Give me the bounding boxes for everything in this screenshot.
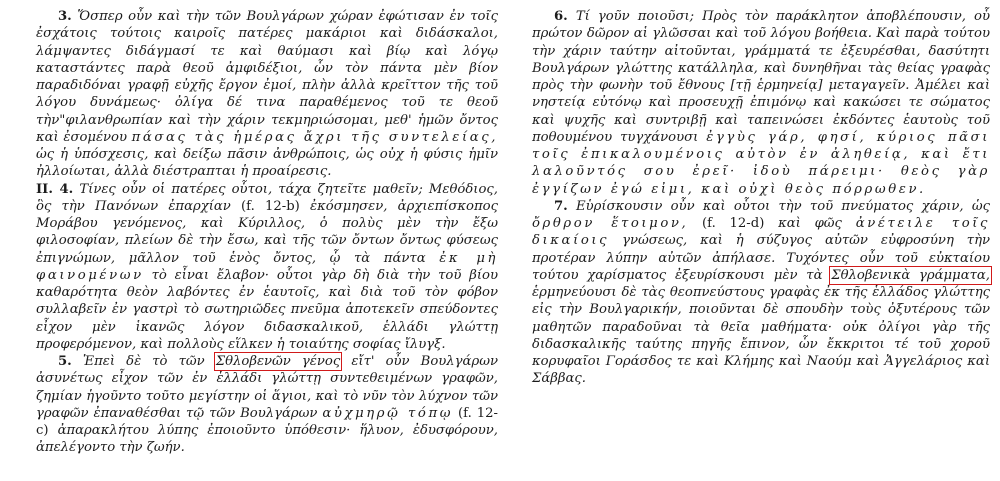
paragraph-5 (36, 353, 498, 457)
paragraph-3: 3. Ὅσπερ οὖν καὶ τὴν τῶν Βουλγάρων χώραν ἐφώτισαν ἐν τοῖς ἐσχάτοις τούτοις καιροῖς πατέρες μακάριοι καὶ διδάσκαλοι, λάμψαντες διδάγμασί τε καὶ θαύμασι καὶ βίῳ καὶ λόγῳ καταστάντες παρὰ θεοῦ ἀμφιδέξιοι, ὧν τὸν πάντα μὲν βίον παραδιδόναι γραφῇ εὐχῆς ἔργον ἐμοί, πλὴν ἀλλὰ κρεῖττον τῆς τοῦ λόγου δυνάμεως· ὀλίγα δέ τινα παραθέμενος τοῦ τε θεοῦ τὴν"φιλανθρωπίαν καὶ τὴν χάριν τεκμηριώσομαι, μεθ' ἡμῶν ὄντος καὶ ἐσομένου πάσας τὰς ἡμέρας ἄχρι τῆς συντελείας, ὡς ἡ ὑπόσχεσις, καὶ δείξω πᾶσιν ἀνθρώποις, ὡς οὐχ ἡ φύσις ἡμῖν ἠλλοίωται, ἀλλὰ διέστραπται ἡ προαίρεσις. (36, 9, 498, 180)
spaced-quotation: ἐκ μὴ φαινομένων (36, 250, 499, 283)
spaced-quotation: ἐγγὺς γάρ, φησί, κύριος πᾶσι τοῖς ἐπικαλουμένοις αὐτὸν ἐν ἀληθείᾳ, καὶ ἔτι λαλοῦντός σου ἐρεῖ· ἰδοὺ πάρειμι· θεὸς γὰρ ἐγγίζων ἐγώ εἰμι, καὶ οὐχὶ θεὸς πόρρωθεν. (532, 129, 990, 197)
spaced-quotation: ἀνέτειλε τοῖς δικαίοις (532, 216, 991, 249)
paragraph-text: ἐκόσμησεν, ἀρχιεπίσκοπος Μοράβου γενόμενος, καὶ Κύριλλος, ὁ πολὺς μὲν τὴν ἔξω φιλοσοφίαν, πλείων δὲ τὴν ἔσω, καὶ τῆς τῶν ὄντων ὄντως φύσεως ἐπιγνώμων, μᾶλλον τοῦ ἑνὸς ὄντος, ᾧ τὰ πάντα (36, 198, 498, 266)
paragraph-text: καὶ φῶς (764, 216, 842, 231)
paragraph-text: Ὅσπερ οὖν καὶ τὴν τῶν Βουλγάρων χώραν ἐφώτισαν ἐν τοῖς ἐσχάτοις τούτοις καιροῖς πατέρες μακάριοι καὶ διδάσκαλοι, λάμψαντες διδάγμασί τε καὶ θαύμασι καὶ βίῳ καὶ λόγῳ καταστάντες παρὰ θεοῦ ἀμφιδέξιοι, ὧν τὸν πάντα μὲν βίον παραδιδόναι γραφῇ εὐχῆς ἔργον ἐμοί, πλὴν ἀλλὰ κρεῖττον τῆς τοῦ λόγου δυνάμεως· ὀλίγα δέ τινα παραθέμενος τοῦ τε θεοῦ τὴν (36, 9, 498, 128)
folio-reference: (f. 12-c) (36, 405, 498, 438)
paragraph-text: γνώσεως, καὶ ἡ σύζυγος αὐτῶν εὐφροσύνη τὴν προτέραν λύπην αὐτῶν ἀπήλασε. Τυχόντες οὖν τοῦ εὐκταίου τούτου χαρίσματος ἐξευρίσκουσι μὲν τὰ (532, 233, 990, 283)
paragraph-text: ἑρμηνεύουσι δὲ τὰς θεοπνεύστους γραφὰς ἐκ τῆς ἑλλάδος γλώττης εἰς τὴν Βουλγαρικήν, ποιοῦνται δὲ σπουδὴν τοὺς ὀξυτέρους τῶν μαθητῶν παραδοῦναι τὰ θεῖα μαθήματα· οὐκ ὀλίγοι γὰρ τῆς διδασκαλικῆς ταύτης πηγῆς ἔπινον, ὧν ἔκκριτοι τέ τοῦ χοροῦ κορυφαῖοι Γοράσδος τε καὶ Κλήμης καὶ Ναούμ καὶ Ἀγγελάριος καὶ Σάββας. (532, 285, 990, 387)
paragraph-text: εἴτ' οὖν Βουλγάρων ἀσυνέτως εἶχον τῶν ἐν ἑλλάδι γλώττῃ συντεθειμένων γραφῶν, ζημίαν ἡγοῦντο τοῦτο μεγίστην οἱ ἅγιοι, καὶ τὸ νῦν τὸν λύχνον τῶν γραφῶν ἐπαναθέσθαι τῷ τῶν Βουλγάρων (36, 354, 498, 421)
paragraph-text: ἀπαρακλήτου λύπης ἐποιοῦντο ὑπόθεσιν· ἥλυον, ἐδυσφόρουν, ἀπελέγοντο τὴν ζωήν. (36, 423, 498, 456)
paragraph-text: Εὑρίσκουσιν οὖν καὶ οὗτοι τὴν τοῦ πνεύματος χάριν, ὡς (567, 198, 990, 214)
highlighted-phrase: Σθλοβενικὰ γράμματα, (831, 267, 990, 283)
paragraph-number: 3. (58, 9, 72, 24)
section-number: II. 4. (36, 181, 74, 197)
right-column (532, 8, 990, 388)
spaced-quotation: αὐχμηρῷ τόπῳ (322, 405, 454, 421)
paragraph-4 (36, 181, 498, 354)
paragraph-text: Ἐπεὶ δὲ τὸ τῶν (71, 354, 216, 369)
highlighted-phrase: Σθλοβενῶν γένος (215, 354, 341, 369)
paragraph-number: 7. (554, 198, 568, 214)
paragraph-text: φιλανθρωπίαν καὶ τὴν χάριν τεκμηριώσομαι, μεθ' ἡμῶν ὄντος καὶ ἐσομένου (36, 112, 498, 145)
paragraph-number: 5. (58, 354, 72, 369)
paragraph-text: ὡς ἡ ὑπόσχεσις, καὶ δείξω πᾶσιν ἀνθρώποις, ὡς οὐχ ἡ φύσις ἡμῖν ἠλλοίωται, ἀλλὰ διέστραπται ἡ προαίρεσις. (36, 147, 498, 180)
folio-reference: (f. 12-d) (688, 216, 765, 231)
paragraph-text: Τί γοῦν ποιοῦσι; Πρὸς τὸν παράκλητον ἀποβλέπουσιν, οὗ πρώτον δῶρον αἱ γλῶσσαι καὶ τοῦ λόγου βοήθεια. Καὶ παρὰ τούτου τὴν χάριν ταύτην αἰτοῦνται, γράμματά τε ἐξευρέσθαι, δασύτητι Βουλγάρων γλώττης κατάλληλα, καὶ δυνηθῆναι τὰς θείας γραφὰς πρὸς τὴν φωνὴν τοῦ ἔθνους [τῇ ἑρμηνείᾳ] μεταγαγεῖν. Ἀμέλει καὶ νηστείᾳ εὐτόνῳ καὶ προσευχῇ ἐπιμόνῳ καὶ κακώσει τε σώματος καὶ ψυχῆς καὶ συντριβῇ καὶ ταπεινώσει ἐκδόντες ἑαυτοὺς τοῦ ποθουμένου τυγχάνουσι (532, 9, 990, 145)
left-column (36, 8, 498, 457)
spaced-quotation: ὄρθρον ἕτοιμον, (532, 216, 689, 231)
paragraph-text: τὸ εἶναι ἔλαβον· οὗτοι γὰρ δὴ διὰ τὴν τοῦ βίου καθαρότητα θεὸν λαβόντες ἐν ἑαυτοῖς, καὶ διὰ τοῦ τὸν φόβον συλλαβεῖν ἐν γαστρὶ τὸ σωτηριῶδες πνεῦμα ἀποτεκεῖν σπεύδοντες εἶχον μὲν ἱκανῶς λόγον διδασκαλικοῦ, ἑλλάδι γλώττῃ προφερόμενον, καὶ πολλοὺς εἵλκεν ἡ τοιαύτης σοφίας ἴλυγξ. (36, 267, 498, 352)
paragraph-6 (532, 8, 990, 198)
paragraph-number: 6. (554, 9, 568, 24)
paragraph-7 (532, 198, 990, 388)
folio-reference: (f. 12-b) (241, 198, 300, 214)
paragraph-text: Τίνες οὖν οἱ πατέρες οὗτοι, τάχα ζητεῖτε μαθεῖν; Μεθόδιος, ὃς τὴν Πανόνων ἐπαρχίαν (36, 181, 498, 214)
spaced-quotation: πάσας τὰς ἡμέρας ἄχρι τῆς συντελείας, (131, 129, 498, 145)
